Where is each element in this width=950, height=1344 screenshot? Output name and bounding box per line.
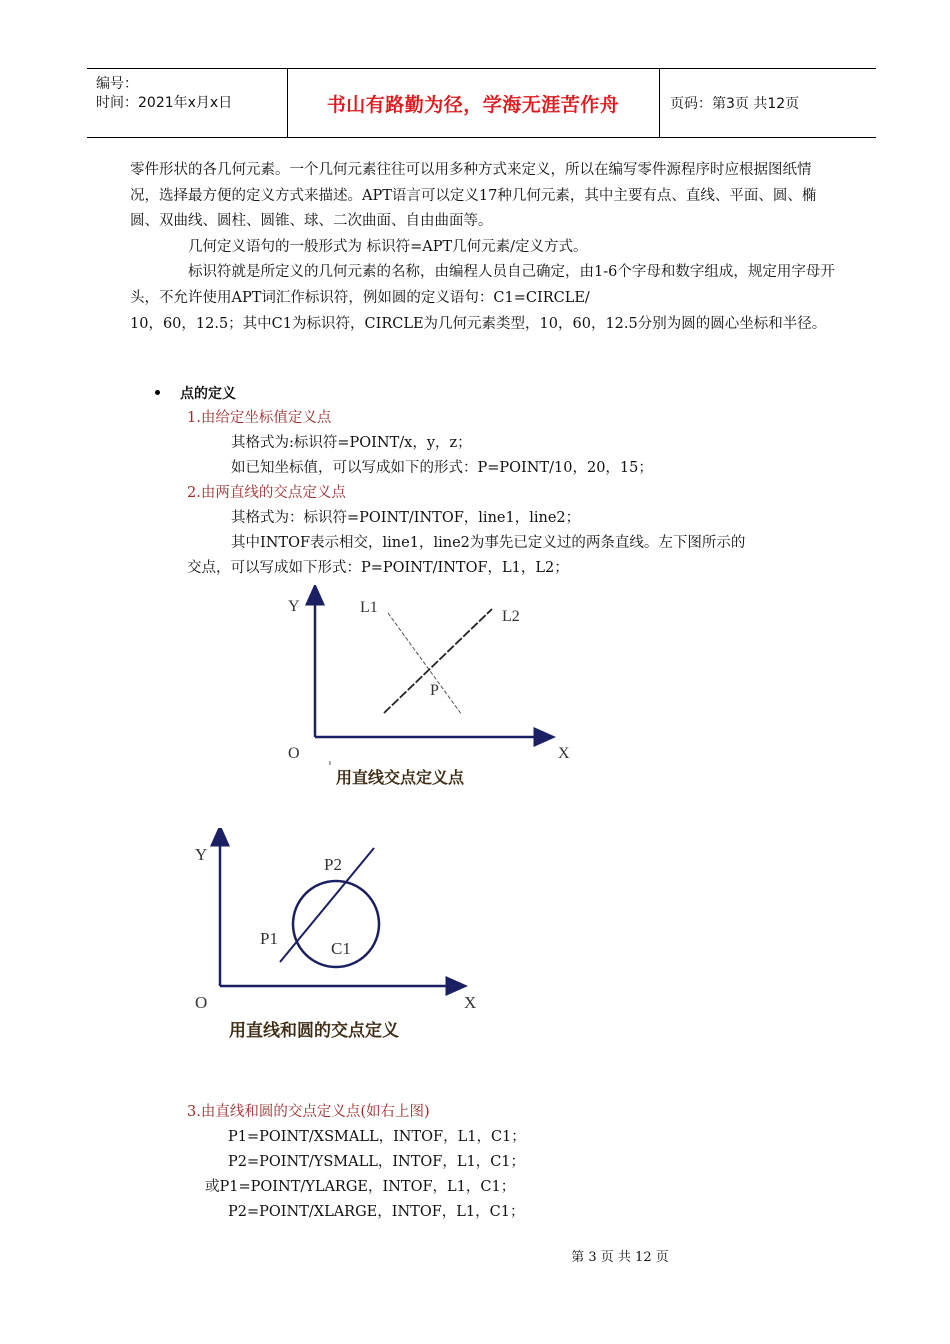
section-2-line-2: 其中INTOF表示相交，line1，line2为事先已定义过的两条直线。左下图所示的 (231, 535, 746, 551)
label-o: O (195, 993, 208, 1012)
section-2-line-3: 交点，可以写成如下形式：P=POINT/INTOF，L1，L2； (187, 560, 569, 576)
label-p2: P2 (324, 855, 342, 874)
label-o: O (288, 745, 300, 762)
figure-1-caption: 用直线交点定义点 (336, 768, 465, 787)
label-y: Y (288, 598, 300, 615)
section-1-line-1: 其格式为:标识符=POINT/x，y，z； (231, 435, 472, 451)
paragraph-1: 零件形状的各几何元素。一个几何元素往往可以用多种方式来定义，所以在编写零件源程序时应根据图纸情况，选择最方便的定义方式来描述。APT语言可以定义17种几何元素，其中主要有点、直线、平面、圆、椭圆、双曲线、圆柱、圆锥、球、二次曲面、自由曲面等。 (130, 162, 817, 230)
section-1-title: 1.由给定坐标值定义点 (187, 410, 332, 426)
figure-line-intersection (280, 585, 580, 765)
figure-line-circle-intersection (188, 828, 488, 1013)
bullet-dot-icon (155, 390, 160, 395)
section-2-title: 2.由两直线的交点定义点 (187, 485, 346, 501)
label-p1: P1 (260, 929, 278, 948)
paragraph-3a: 标识符就是所定义的几何元素的名称，由编程人员自己确定，由1-6个字母和数字组成，规定用字母开头，不允许使用APT词汇作标识符，例如圆的定义语句：C1=CIRCLE/ (130, 264, 835, 306)
label-p: P (430, 682, 439, 699)
header-left-cell (87, 69, 288, 137)
line-l1 (388, 613, 462, 715)
section-bullet (155, 384, 236, 404)
bullet-label: 点的定义 (180, 386, 236, 402)
header-page-cell (660, 69, 876, 137)
label-c1: C1 (331, 939, 351, 958)
paragraph-3b: 10，60，12.5；其中C1为标识符，CIRCLE为几何元素类型，10，60，12.5分别为圆的圆心坐标和半径。 (130, 315, 827, 332)
label-y: Y (195, 845, 208, 864)
section-3-title: 3.由直线和圆的交点定义点(如右上图) (187, 1104, 430, 1120)
section-3-line-1: P1=POINT/XSMALL，INTOF，L1，C1； (228, 1129, 526, 1145)
label-x: X (558, 745, 570, 762)
serial-label: 编号： (96, 76, 138, 92)
motto: 书山有路勤为径，学海无涯苦作舟 (326, 93, 620, 116)
section-1-line-2: 如已知坐标值，可以写成如下的形式：P=POINT/10，20，15； (231, 460, 653, 476)
section-3-line-3: 或P1=POINT/YLARGE，INTOF，L1，C1； (205, 1179, 516, 1195)
section-2-line-1: 其格式为：标识符=POINT/INTOF，line1，line2； (231, 510, 581, 526)
header-motto-cell (287, 69, 660, 137)
section-3-line-2: P2=POINT/YSMALL，INTOF，L1，C1； (228, 1154, 526, 1170)
header-page-number: 页码：第3页 共12页 (670, 96, 800, 112)
label-x: X (464, 993, 477, 1012)
page-footer: 第 3 页 共 12 页 (571, 1250, 669, 1265)
page-header (87, 68, 876, 138)
intro-text (130, 158, 840, 337)
section-3-line-4: P2=POINT/XLARGE，INTOF，L1，C1； (228, 1204, 525, 1220)
label-l2: L2 (502, 608, 520, 625)
paragraph-2: 几何定义语句的一般形式为 标识符=APT几何元素/定义方式。 (188, 238, 588, 255)
time-label: 时间：2021年x月x日 (96, 95, 233, 111)
label-l1: L1 (360, 599, 378, 616)
figure-2-caption: 用直线和圆的交点定义 (229, 1021, 399, 1041)
